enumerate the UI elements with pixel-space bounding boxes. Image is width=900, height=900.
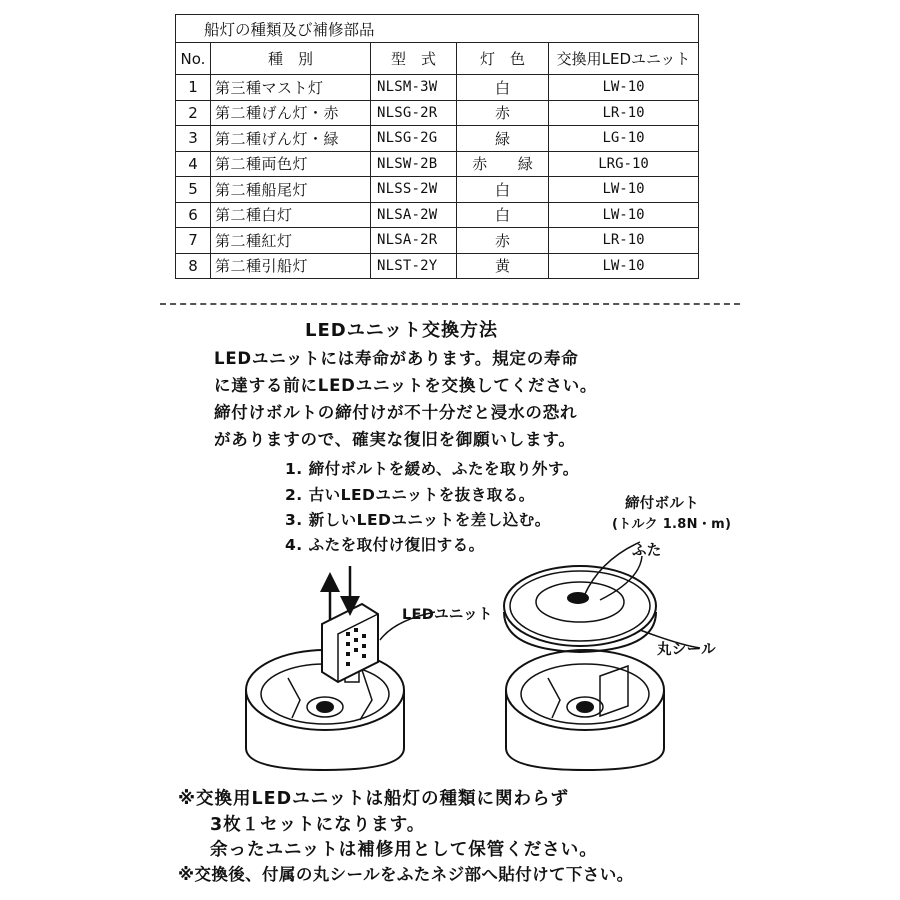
led-board-drawing bbox=[322, 566, 435, 682]
label-seal: 丸シール bbox=[657, 642, 716, 658]
table-caption: 船灯の種類及び補修部品 bbox=[176, 15, 699, 43]
cell-unit: LR-10 bbox=[549, 228, 699, 254]
label-bolt: 締付ボルト bbox=[625, 496, 699, 512]
cell-model: NLSA-2W bbox=[371, 202, 457, 228]
cell-no: 6 bbox=[176, 202, 211, 228]
cell-color: 緑 bbox=[457, 126, 549, 152]
cell-model: NLSM-3W bbox=[371, 75, 457, 101]
cell-type: 第二種船尾灯 bbox=[211, 177, 371, 203]
cell-model: NLSW-2B bbox=[371, 151, 457, 177]
cell-type: 第二種げん灯・緑 bbox=[211, 126, 371, 152]
cell-color: 白 bbox=[457, 75, 549, 101]
cell-model: NLSG-2G bbox=[371, 126, 457, 152]
label-torque: (トルク 1.8N・m) bbox=[612, 517, 732, 532]
cell-type: 第三種マスト灯 bbox=[211, 75, 371, 101]
cell-no: 5 bbox=[176, 177, 211, 203]
cell-type: 第二種白灯 bbox=[211, 202, 371, 228]
cell-no: 7 bbox=[176, 228, 211, 254]
cell-no: 4 bbox=[176, 151, 211, 177]
step-line: 2. 古いLEDユニットを抜き取る。 bbox=[285, 486, 535, 504]
cell-unit: LW-10 bbox=[549, 202, 699, 228]
cell-no: 1 bbox=[176, 75, 211, 101]
cell-no: 2 bbox=[176, 100, 211, 126]
cell-color: 白 bbox=[457, 177, 549, 203]
cell-model: NLSA-2R bbox=[371, 228, 457, 254]
cell-type: 第二種両色灯 bbox=[211, 151, 371, 177]
cell-unit: LR-10 bbox=[549, 100, 699, 126]
lid-drawing bbox=[504, 566, 656, 652]
cell-unit: LG-10 bbox=[549, 126, 699, 152]
header-type: 種 別 bbox=[211, 43, 371, 75]
cell-color-left: 赤 bbox=[472, 155, 488, 174]
cell-unit: LW-10 bbox=[549, 253, 699, 279]
step-line: 4. ふたを取付け復旧する。 bbox=[285, 536, 485, 554]
label-lid: ふた bbox=[632, 543, 662, 559]
label-led-unit: LEDユニット bbox=[402, 607, 493, 623]
cell-color: 赤 bbox=[457, 228, 549, 254]
note-line: ※交換後、付属の丸シールをふたネジ部へ貼付けて下さい。 bbox=[178, 865, 634, 884]
cell-type: 第二種紅灯 bbox=[211, 228, 371, 254]
cell-type: 第二種引船灯 bbox=[211, 253, 371, 279]
cell-no: 3 bbox=[176, 126, 211, 152]
header-no: No. bbox=[176, 43, 211, 75]
cell-model: NLSS-2W bbox=[371, 177, 457, 203]
step-line: 3. 新しいLEDユニットを差し込む。 bbox=[285, 511, 551, 529]
intro-line: 締付けボルトの締付けが不十分だと浸水の恐れ bbox=[214, 403, 578, 422]
cell-model: NLSG-2R bbox=[371, 100, 457, 126]
cell-color: 黄 bbox=[457, 253, 549, 279]
note-line: 3枚１セットになります。 bbox=[210, 815, 426, 835]
intro-line: がありますので、確実な復旧を御願いします。 bbox=[214, 430, 576, 449]
cell-unit: LW-10 bbox=[549, 177, 699, 203]
cell-color: 赤 bbox=[457, 100, 549, 126]
header-model: 型 式 bbox=[371, 43, 457, 75]
note-line: 余ったユニットは補修用として保管ください。 bbox=[210, 840, 598, 860]
cell-unit: LRG-10 bbox=[549, 151, 699, 177]
cell-unit: LW-10 bbox=[549, 75, 699, 101]
cell-no: 8 bbox=[176, 253, 211, 279]
cell-color: 白 bbox=[457, 202, 549, 228]
header-unit: 交換用LEDユニット bbox=[549, 43, 699, 75]
header-color: 灯 色 bbox=[457, 43, 549, 75]
cell-color-right: 緑 bbox=[517, 155, 533, 174]
intro-line: LEDユニットには寿命があります。規定の寿命 bbox=[214, 349, 579, 368]
cell-type: 第二種げん灯・赤 bbox=[211, 100, 371, 126]
right-housing-drawing bbox=[506, 650, 664, 770]
step-line: 1. 締付ボルトを緩め、ふたを取り外す。 bbox=[285, 460, 579, 478]
note-line: ※交換用LEDユニットは船灯の種類に関わらず bbox=[178, 789, 569, 809]
intro-line: に達する前にLEDユニットを交換してください。 bbox=[214, 376, 598, 395]
section-title: LEDユニット交換方法 bbox=[305, 320, 498, 341]
cell-model: NLST-2Y bbox=[371, 253, 457, 279]
